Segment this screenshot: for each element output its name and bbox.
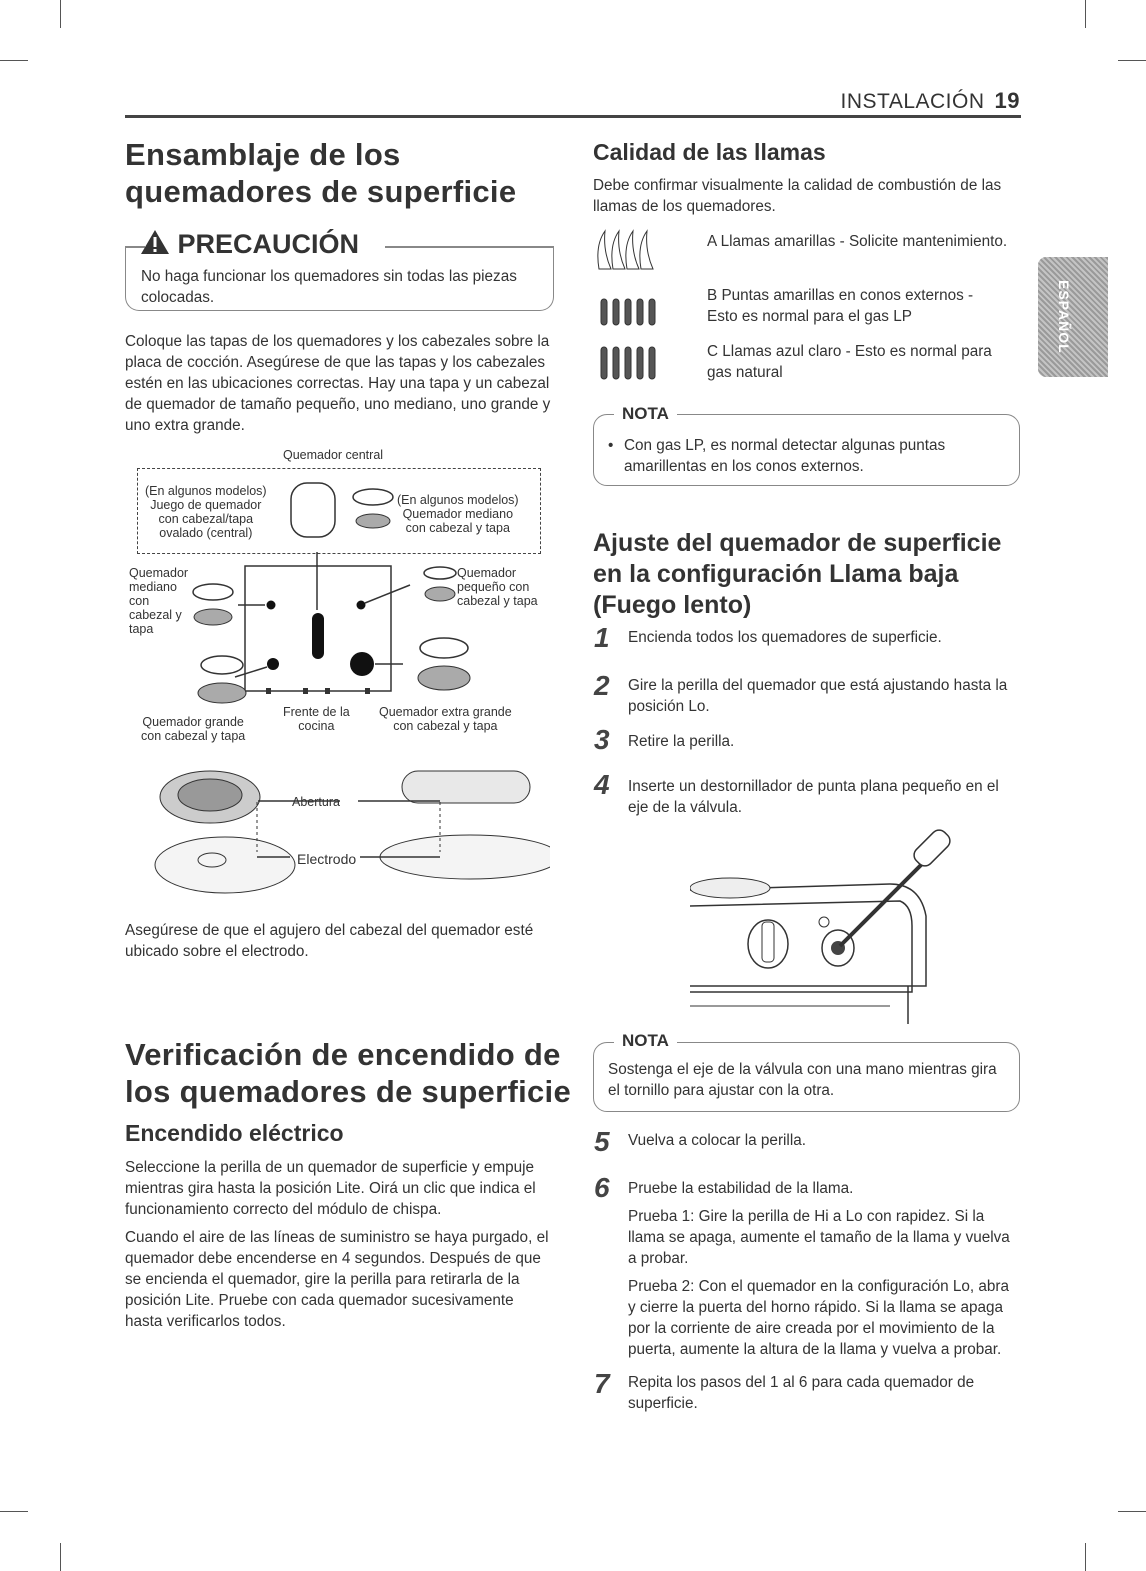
step-number: 4 [594, 769, 610, 800]
warning-icon [140, 228, 170, 256]
caution-text: No haga funcionar los quemadores sin todas las piezas colocadas. [141, 268, 517, 306]
title3-line-1: Verificación de encendido de [125, 1037, 561, 1072]
step-number: 5 [594, 1126, 610, 1157]
flame-intro: Debe confirmar visualmente la calidad de combustión de las llamas de los quemadores. [593, 177, 1002, 215]
page-number: 19 [994, 88, 1020, 113]
step-text: Encienda todos los quemadores de superficie. [628, 629, 942, 646]
section-title-low-flame: Ajuste del quemador de superficie en la configuración Llama baja (Fuego lento) [593, 529, 1002, 619]
caution-title: PRECAUCIÓN [177, 229, 360, 259]
electrode-diagram [150, 757, 550, 907]
step-text: Pruebe la estabilidad de la llama. [628, 1180, 854, 1197]
label-electrode: Electrodo [297, 851, 357, 867]
label-medium-left: Quemador mediano con cabezal y tapa [129, 566, 189, 636]
assembly-intro: Coloque las tapas de los quemadores y los cabezales sobre la placa de cocción. Asegúrese de que las tapas y los cabezales estén en las ubicaciones correctas. Hay una tapa y un cabezal de quemador de tamaño pequeño, uno mediano, uno grande y uno extra grande. [125, 333, 551, 434]
burner-layout-diagram [125, 445, 555, 755]
label-center-burner: Quemador central [283, 448, 384, 462]
step-text: Retire la perilla. [628, 733, 735, 750]
electrode-note: Asegúrese de que el agujero del cabezal del quemador esté ubicado sobre el electrodo. [125, 922, 534, 960]
step-text: Vuelva a colocar la perilla. [628, 1132, 806, 1149]
running-header [841, 88, 1020, 114]
flame-b-line-2: Esto es normal para el gas LP [707, 308, 912, 325]
label-large-burner: Quemador grande con cabezal y tapa [141, 715, 246, 743]
ignition-paragraph-1: Seleccione la perilla de un quemador de superficie y empuje mientras gira hasta la posición Lite. Oirá un clic que indica el funcionamiento correcto del módulo de chispa. [125, 1159, 536, 1218]
step-text: Gire la perilla del quemador que está ajustando hasta la posición Lo. [628, 677, 1008, 715]
label-opening: Abertura [292, 795, 340, 809]
title3-line-2: los quemadores de superficie [125, 1074, 571, 1109]
label-front-cooktop: Frente de la cocina [283, 705, 350, 733]
flame-c-line-2: gas natural [707, 364, 783, 381]
label-small-burner: Quemador pequeño con cabezal y tapa [457, 566, 538, 608]
section-title-ignition-check [125, 1036, 571, 1110]
label-oval-burner: (En algunos modelos) Juego de quemador con cabezal/tapa ovalado (central) [145, 484, 267, 540]
flame-illustrations [593, 225, 673, 385]
ignition-paragraph-2: Cuando el aire de las líneas de suministro se haya purgado, el quemador debe encenderse en 4 segundos. Después de que se encienda el quemador, gire la perilla para retirarla de la posición Lite. Pruebe con cada quemador sucesivamente hasta verificarlos todos. [125, 1229, 549, 1330]
subtitle-electric-ignition: Encendido eléctrico [125, 1120, 344, 1146]
header-section: INSTALACIÓN [840, 90, 985, 113]
step-text: Repita los pasos del 1 al 6 para cada quemador de superficie. [628, 1374, 975, 1412]
flame-b-line-1: B Puntas amarillas en conos externos - [707, 287, 974, 304]
note-1-title: NOTA [614, 404, 677, 424]
step-number: 1 [594, 622, 610, 653]
step-number: 3 [594, 724, 610, 755]
step-number: 7 [594, 1368, 610, 1399]
section-title-flame-quality: Calidad de las llamas [593, 139, 826, 165]
language-tab-label: ESPAÑOL [1056, 280, 1072, 354]
caution-title-row [140, 228, 359, 260]
section-title-assembly [125, 136, 516, 210]
test-2-text: Prueba 2: Con el quemador en la configuración Lo, abra y cierre la puerta del horno rápido. Si la llama se apaga por la corriente de aire creada por el movimiento de la puerta, aumente la altura de la llama y vuelva a probar. [628, 1278, 1009, 1358]
label-extra-large-burner: Quemador extra grande con cabezal y tapa [379, 705, 512, 733]
screwdriver-illustration [690, 826, 960, 1026]
flame-a: A Llamas amarillas - Solicite mantenimiento. [707, 233, 1008, 250]
step-number: 2 [594, 670, 610, 701]
note-1-text: • Con gas LP, es normal detectar algunas puntas amarillentas en los conos externos. [608, 437, 946, 475]
title-line-2: quemadores de superficie [125, 174, 517, 209]
note-2-title: NOTA [614, 1031, 677, 1051]
title-line-1: Ensamblaje de los [125, 137, 401, 172]
header-rule [125, 115, 1021, 118]
step-number: 6 [594, 1172, 610, 1203]
note-1-bullet: Con gas LP, es normal detectar algunas puntas amarillentas en los conos externos. [624, 437, 946, 475]
flame-c-line-1: C Llamas azul claro - Esto es normal para [707, 343, 992, 360]
test-1-text: Prueba 1: Gire la perilla de Hi a Lo con rapidez. Si la llama se apaga, aumente el tamaño de la llama y vuelva a probar. [628, 1208, 1010, 1267]
step-text: Inserte un destornillador de punta plana pequeño en el eje de la válvula. [628, 778, 999, 816]
label-medium-top: (En algunos modelos) Quemador mediano con cabezal y tapa [397, 493, 519, 535]
note-2-text: Sostenga el eje de la válvula con una mano mientras gira el tornillo para ajustar con la otra. [608, 1061, 997, 1099]
